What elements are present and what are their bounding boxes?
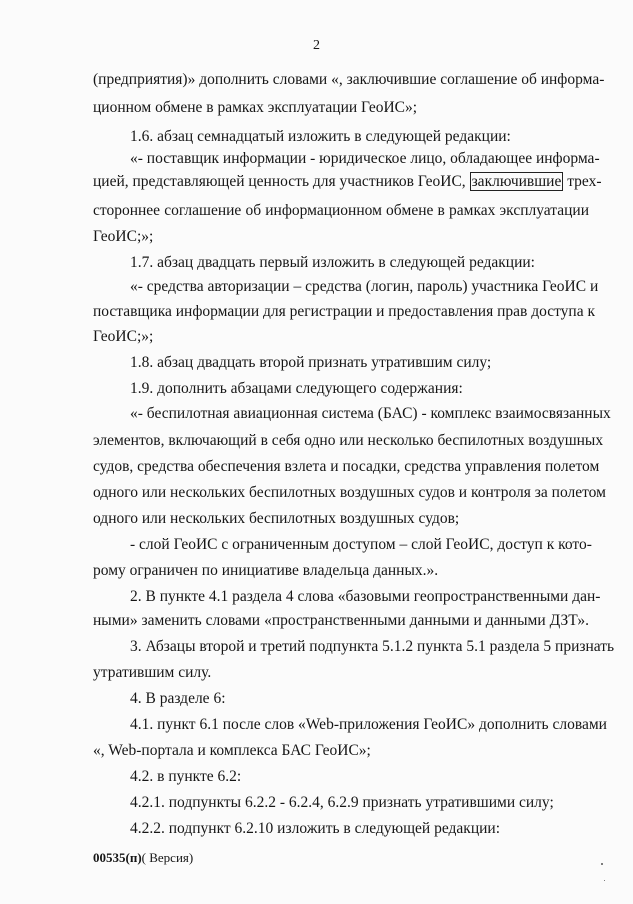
text-line: «- беспилотная авиационная система (БАС) - комплекс взаимосвязанных [130,405,611,422]
text-line: «- средства авторизации – средства (логин, пароль) участника ГеоИС и [130,278,599,295]
text-line: поставщика информации для регистрации и предоставления прав доступа к [93,303,596,320]
text-line: одного или нескольких беспилотных воздушных судов и контроля за полетом [93,484,606,501]
page-number: 2 [313,38,320,53]
text-line: судов, средства обеспечения взлета и посадки, средства управления полетом [93,458,600,475]
text-line: 3. Абзацы второй и третий подпункта 5.1.2 пункта 5.1 раздела 5 признать [130,638,615,655]
text-line: ГеоИС;»; [93,228,154,245]
text-line: рому ограничен по инициативе владельца данных.». [93,562,439,579]
text-line: утратившим силу. [93,664,212,681]
document-version: ( Версия) [141,850,194,865]
text-line: «, Web-портала и комплекса БАС ГеоИС»; [93,742,371,759]
text-fragment: трех- [567,173,602,190]
text-line: 1.6. абзац семнадцатый изложить в следующей редакции: [130,128,511,145]
text-line: 1.9. дополнить абзацами следующего содержания: [130,380,463,397]
text-line: одного или нескольких беспилотных воздушных судов; [93,510,460,527]
scan-speck [604,880,605,881]
text-fragment: цией, представляющей ценность для участников ГеоИС, [93,173,466,190]
text-line: - слой ГеоИС с ограниченным доступом – слой ГеоИС, доступ к кото- [130,536,592,553]
text-line: (предприятия)» дополнить словами «, заключившие соглашение об информа- [93,71,605,88]
text-line: «- поставщик информации - юридическое лицо, обладающее информа- [130,150,600,167]
text-line: 4.1. пункт 6.1 после слов «Web-приложения ГеоИС» дополнить словами [130,716,607,733]
text-line: ными» заменить словами «пространственными данными и данными ДЗТ». [93,612,589,629]
text-line: ционном обмене в рамках эксплуатации ГеоИС»; [93,99,418,116]
text-line: 4. В разделе 6: [130,690,226,707]
text-line: 1.8. абзац двадцать второй признать утратившим силу; [130,354,492,371]
text-line: 4.2. в пункте 6.2: [130,768,242,785]
text-line: 4.2.1. подпункты 6.2.2 - 6.2.4, 6.2.9 признать утратившими силу; [130,794,554,811]
document-footer [93,850,193,866]
text-line-with-highlight [93,172,602,192]
document-code: 00535(п) [93,850,142,865]
scan-speck [601,863,603,865]
text-line: элементов, включающий в себя одно или несколько беспилотных воздушных [93,432,604,449]
text-line: 1.7. абзац двадцать первый изложить в следующей редакции: [130,254,535,271]
highlighted-word: заключившие [471,173,562,190]
text-line: 4.2.2. подпункт 6.2.10 изложить в следующей редакции: [130,820,501,837]
text-line: стороннее соглашение об информационном обмене в рамках эксплуатации [93,202,589,219]
text-line: 2. В пункте 4.1 раздела 4 слова «базовыми геопространственными дан- [130,588,601,605]
text-line: ГеоИС;»; [93,328,154,345]
